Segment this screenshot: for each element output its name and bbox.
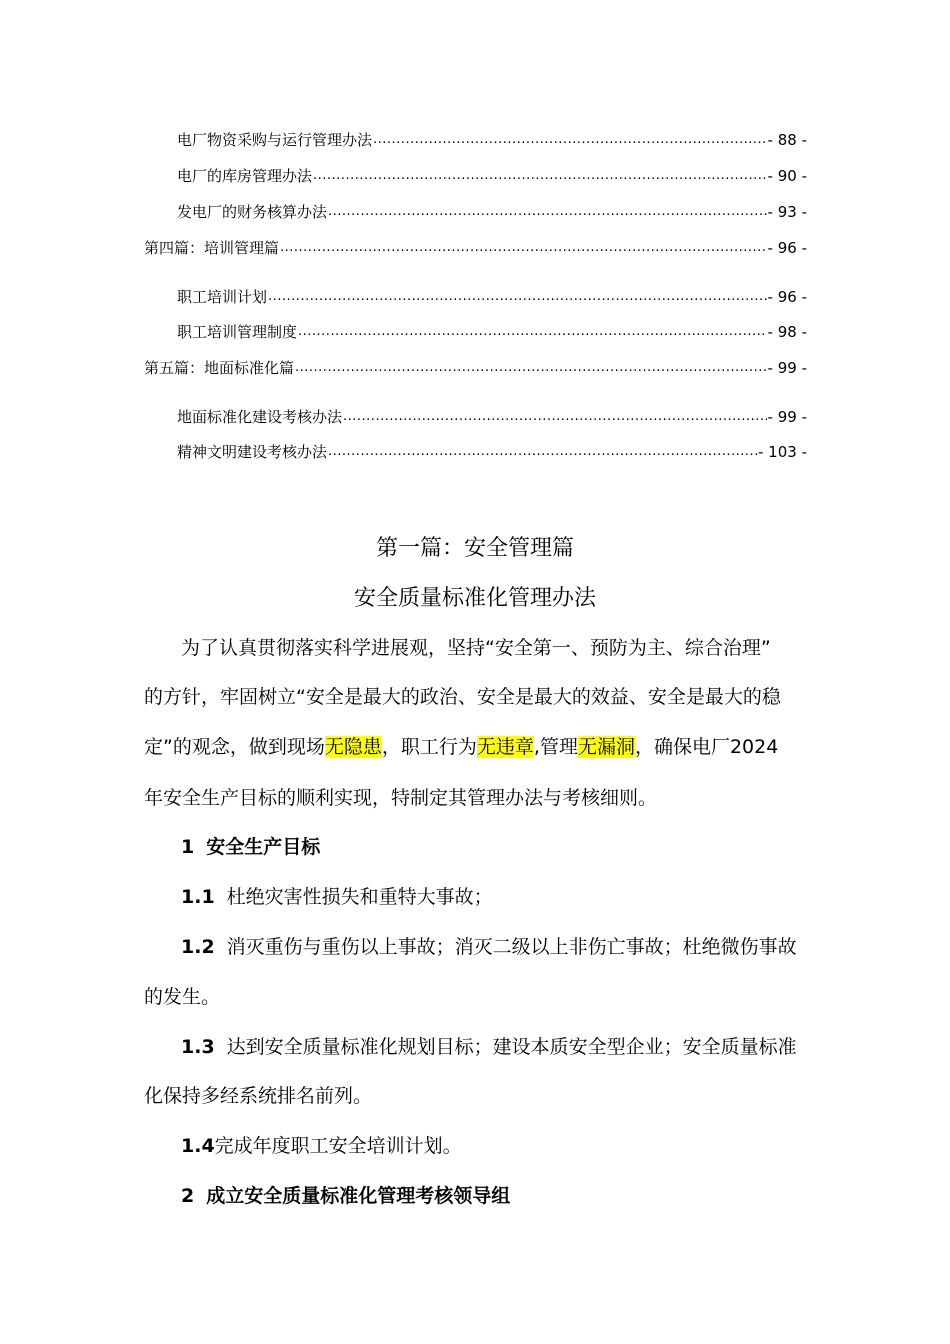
intro-line: 年安全生产目标的顺利实现，特制定其管理办法与考核细则。 <box>144 787 658 809</box>
document-title: 安全质量标准化管理办法 <box>353 586 596 611</box>
toc-entry-title: 发电厂的财务核算办法 <box>177 203 328 221</box>
section-title: 成立安全质量标准化管理考核领导组 <box>206 1185 511 1207</box>
toc-entry-page: - 96 - <box>767 239 807 257</box>
toc-leader-dots <box>373 131 767 149</box>
intro-line: 为了认真贯彻落实科学进展观，坚持“安全第一、预防为主、综合治理” <box>181 637 771 659</box>
item-text: 达到安全质量标准化规划目标；建设本质安全型企业；安全质量标准 <box>226 1036 797 1058</box>
toc-entry[interactable] <box>177 197 807 221</box>
section-heading <box>181 1183 510 1209</box>
toc-entry-page: - 103 - <box>758 443 807 461</box>
toc-entry-title: 电厂的库房管理办法 <box>177 167 313 185</box>
toc-leader-dots <box>313 167 767 185</box>
section-number: 1 <box>181 836 195 858</box>
toc-leader-dots <box>298 323 767 341</box>
highlighted-text: 无违章 <box>476 736 534 758</box>
intro-text: ，职工行为 <box>381 736 477 758</box>
toc-leader-dots <box>343 408 767 426</box>
toc-entry[interactable] <box>177 402 807 426</box>
toc-entry[interactable] <box>177 317 807 341</box>
item-number: 1.2 <box>181 936 215 958</box>
toc-entry-page: - 93 - <box>767 203 807 221</box>
highlighted-text: 无漏洞 <box>577 736 635 758</box>
intro-text: ,管理 <box>533 736 578 758</box>
toc-entry-title: 第五篇：地面标准化篇 <box>144 359 295 377</box>
toc-entry-page: - 88 - <box>767 131 807 149</box>
toc-entry-title: 职工培训管理制度 <box>177 323 298 341</box>
item-text: 完成年度职工安全培训计划。 <box>214 1135 462 1157</box>
part-title: 第一篇：安全管理篇 <box>375 536 574 561</box>
highlighted-text: 无隐患 <box>324 736 382 758</box>
toc-entry-title: 地面标准化建设考核办法 <box>177 408 343 426</box>
item-text: 杜绝灾害性损失和重特大事故； <box>226 886 493 908</box>
item-number: 1.1 <box>181 886 215 908</box>
toc-entry[interactable] <box>177 161 807 185</box>
list-item <box>181 1133 462 1159</box>
item-number: 1.4 <box>181 1135 215 1157</box>
toc-leader-dots <box>268 288 767 306</box>
toc-entry-part[interactable] <box>144 233 807 257</box>
list-item <box>181 934 797 960</box>
list-item <box>181 1034 797 1060</box>
item-continuation: 的发生。 <box>144 986 221 1008</box>
section-number: 2 <box>181 1185 195 1207</box>
item-number: 1.3 <box>181 1036 215 1058</box>
section-title: 安全生产目标 <box>206 836 321 858</box>
toc-leader-dots <box>328 443 757 461</box>
toc-entry[interactable] <box>177 282 807 306</box>
toc-entry-page: - 99 - <box>767 359 807 377</box>
toc-entry-title: 精神文明建设考核办法 <box>177 443 328 461</box>
toc-entry-title: 职工培训计划 <box>177 288 268 306</box>
toc-entry-part[interactable] <box>144 353 807 377</box>
intro-line <box>144 734 778 760</box>
toc-entry-page: - 99 - <box>767 408 807 426</box>
toc-leader-dots <box>280 239 767 257</box>
list-item <box>181 884 493 910</box>
toc-leader-dots <box>295 359 767 377</box>
toc-entry-page: - 96 - <box>767 288 807 306</box>
toc-leader-dots <box>328 203 767 221</box>
toc-entry[interactable] <box>177 437 807 461</box>
intro-line: 的方针，牢固树立“安全是最大的政治、安全是最大的效益、安全是最大的稳 <box>144 686 781 708</box>
item-continuation: 化保持多经系统排名前列。 <box>144 1085 373 1107</box>
item-text: 消灭重伤与重伤以上事故；消灭二级以上非伤亡事故；杜绝微伤事故 <box>226 936 797 958</box>
section-heading <box>181 834 320 860</box>
intro-text: ，确保电厂2024 <box>634 736 779 758</box>
toc-entry[interactable] <box>177 125 807 149</box>
toc-entry-page: - 98 - <box>767 323 807 341</box>
toc-entry-page: - 90 - <box>767 167 807 185</box>
toc-entry-title: 电厂物资采购与运行管理办法 <box>177 131 373 149</box>
toc-entry-title: 第四篇：培训管理篇 <box>144 239 280 257</box>
intro-text: 定”的观念，做到现场 <box>144 736 325 758</box>
